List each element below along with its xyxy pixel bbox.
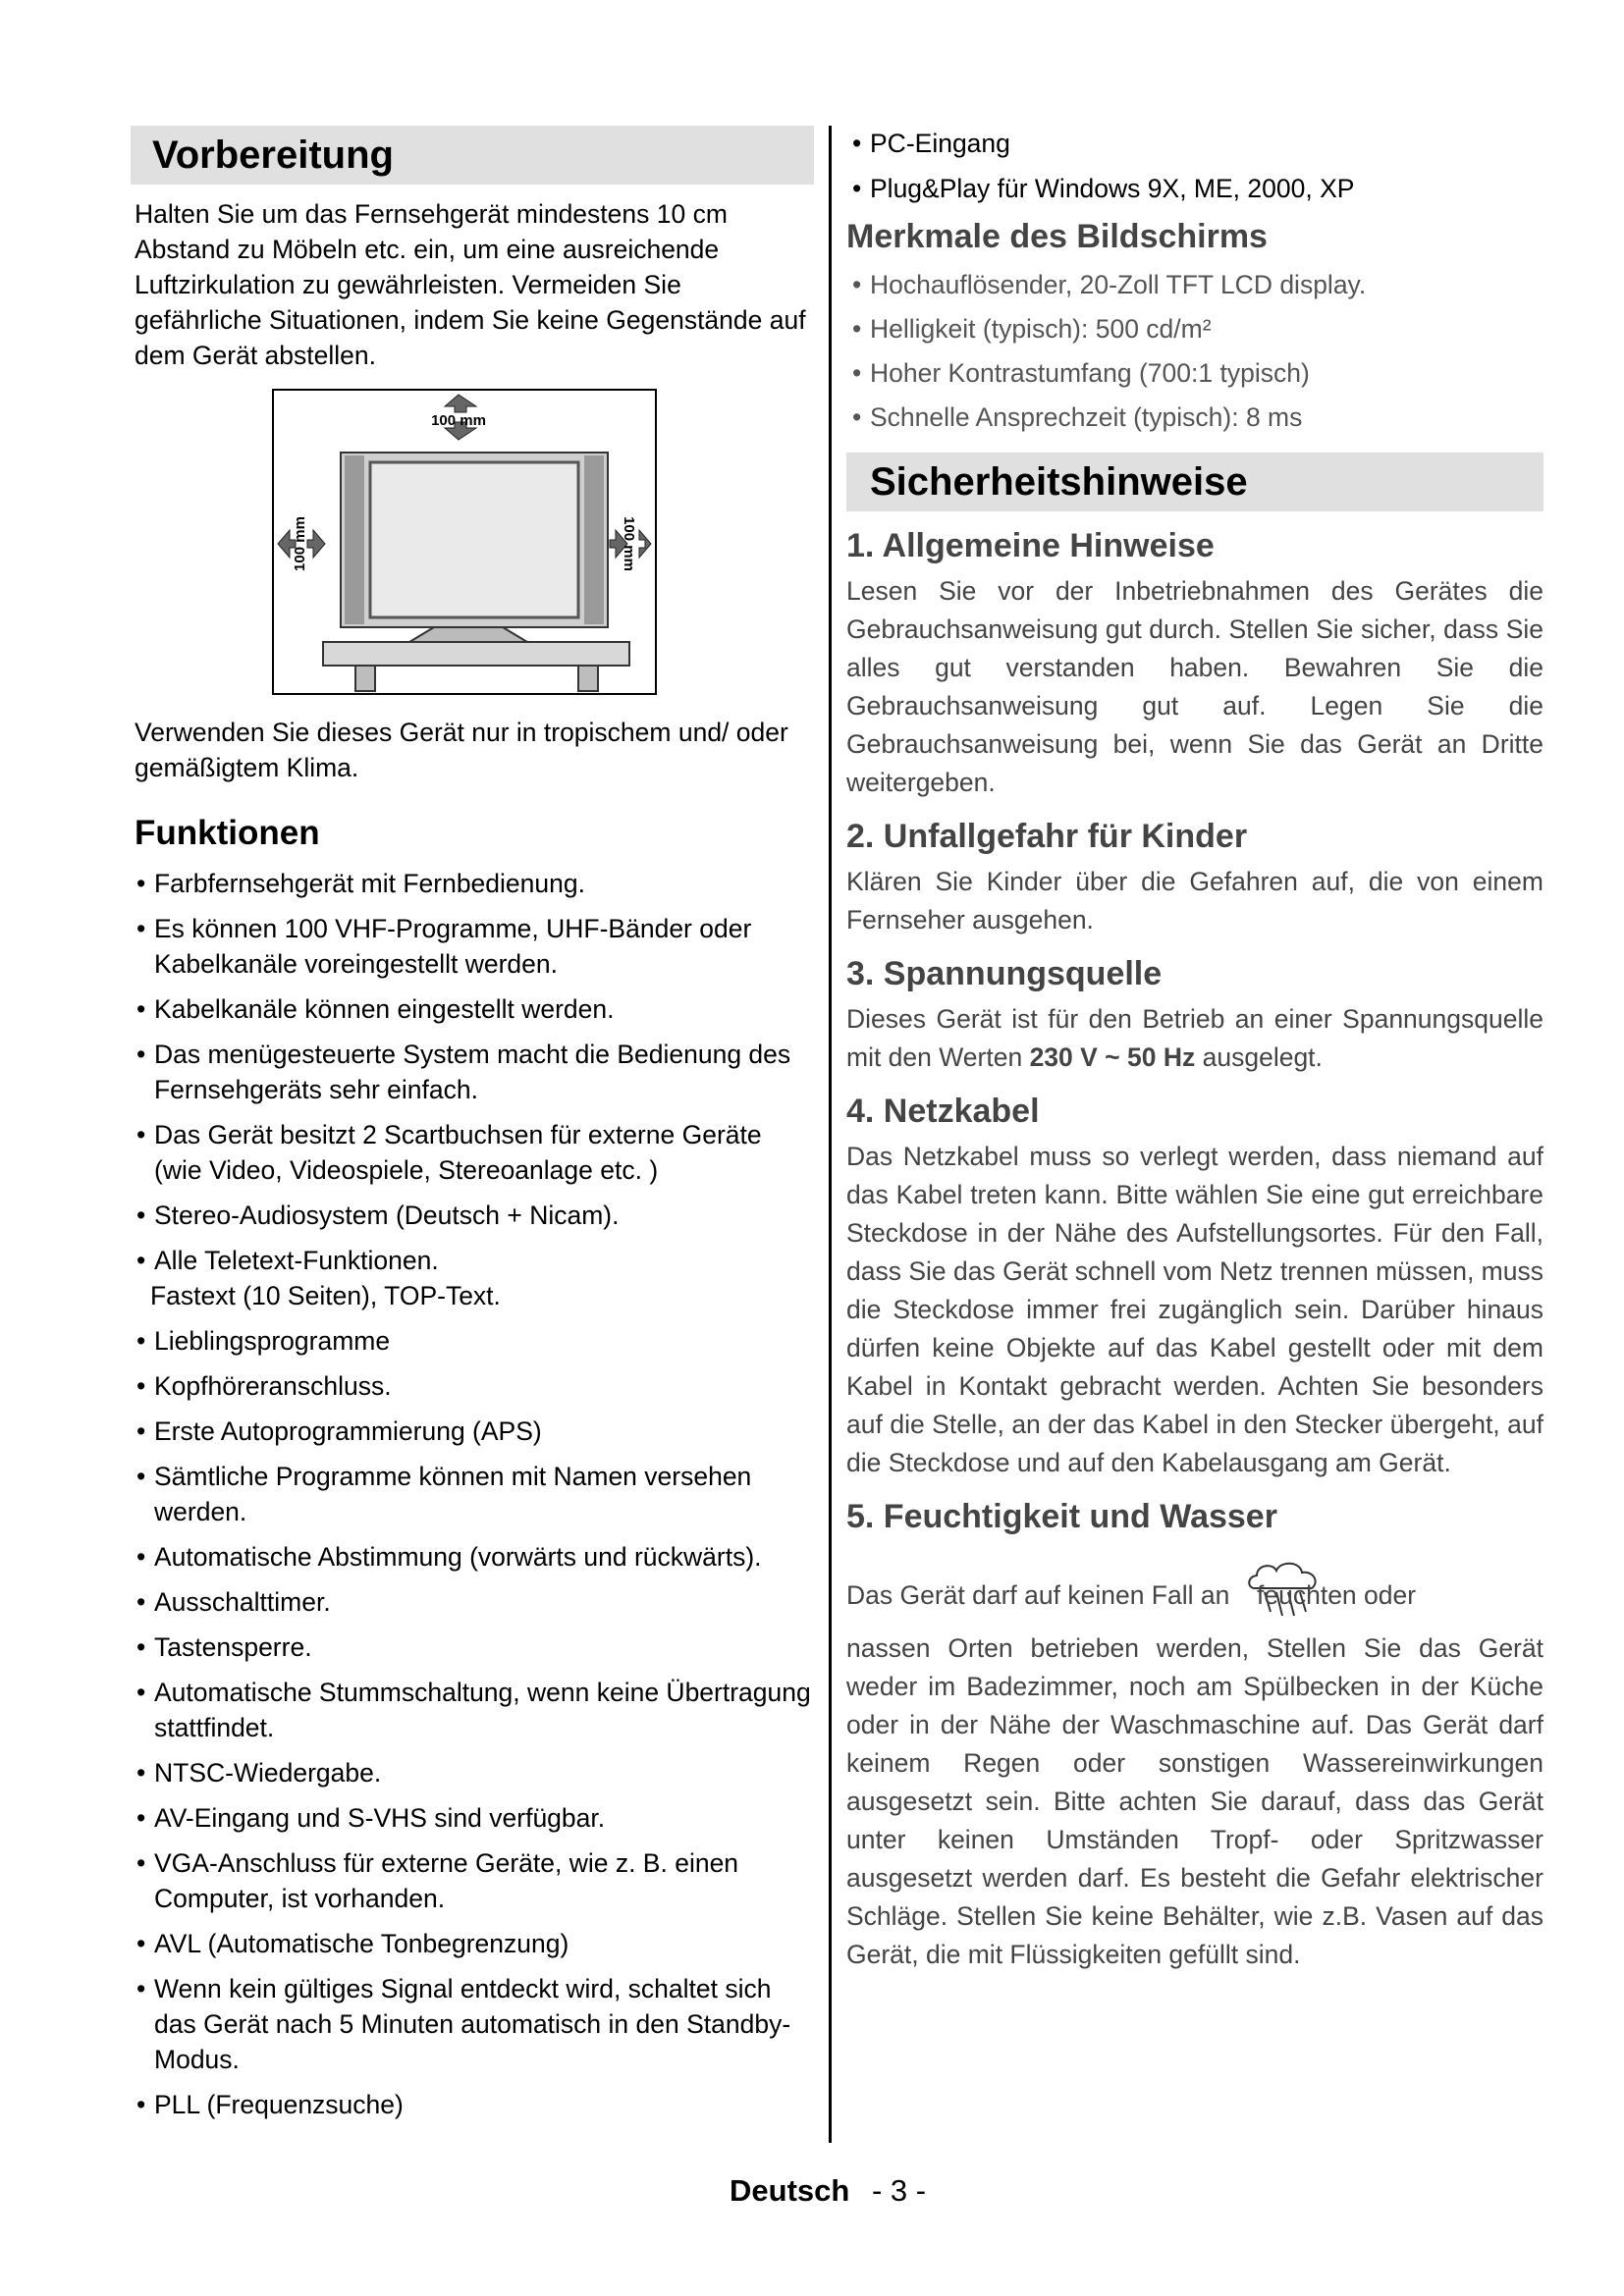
section-4-title: 4. Netzkabel	[846, 1093, 1040, 1130]
list-item: • Tastensperre.	[133, 1629, 814, 1665]
section-5-text: nassen Orten betrieben werden, Stellen Sie das Gerät weder im Badezimmer, noch am Spülbecken in der Küche oder in der Nähe der Waschmaschine auf. Das Gerät darf keinem Regen oder sonstigen Wassereinwirkungen ausgesetzt sein. Bitte achten Sie darauf, dass das Gerät unter keinen Umständen Tropf- oder Spritzwasser ausgesetzt werden darf. Es besteht die Gefahr elektrischer Schläge. Stellen Sie keine Behälter, wie z.B. Vasen auf das Gerät, die mit Flüssigkeiten gefüllt sind.	[846, 1633, 1543, 1969]
tv-clearance-figure	[131, 389, 814, 703]
list-item: • Helligkeit (typisch): 500 cd/m²	[848, 311, 1543, 347]
top-clearance-label: 100 mm	[431, 412, 486, 429]
merkmale-list	[846, 267, 1543, 435]
pc-features-list	[846, 126, 1543, 206]
list-item: • Farbfernsehgerät mit Fernbedienung.	[133, 866, 814, 901]
tv-clearance-diagram	[272, 389, 657, 695]
left-clearance-label: 100 mm	[292, 516, 308, 571]
list-item: • Hoher Kontrastumfang (700:1 typisch)	[848, 355, 1543, 391]
list-item: • Schnelle Ansprechzeit (typisch): 8 ms	[848, 400, 1543, 435]
right-column	[846, 126, 1543, 1974]
list-item: • Hochauflösender, 20-Zoll TFT LCD display.	[848, 267, 1543, 302]
list-item: • Kopfhöreranschluss.	[133, 1368, 814, 1404]
voltage-spec: 230 V ~ 50 Hz	[1029, 1042, 1196, 1072]
section-3-text: Dieses Gerät ist für den Betrieb an einer Spannungsquelle mit den Werten 230 V ~ 50 Hz ausgelegt.	[846, 1004, 1543, 1072]
column-divider	[829, 126, 832, 2143]
sicherheitshinweise-title: Sicherheitshinweise	[846, 453, 1543, 511]
vorbereitung-title: Vorbereitung	[131, 126, 814, 185]
list-item: • PC-Eingang	[848, 126, 1543, 161]
list-item: • Lieblingsprogramme	[133, 1323, 814, 1359]
section-5-title: 5. Feuchtigkeit und Wasser	[846, 1498, 1277, 1535]
list-item: • Stereo-Audiosystem (Deutsch + Nicam).	[133, 1198, 814, 1233]
list-item: • Das Gerät besitzt 2 Scartbuchsen für externe Geräte (wie Video, Videospiele, Stereoanlage etc. )	[133, 1117, 814, 1188]
list-item: • Automatische Stummschaltung, wenn keine Übertragung stattfindet.	[133, 1675, 814, 1745]
page-number: - 3 -	[871, 2173, 927, 2208]
section-2-title: 2. Unfallgefahr für Kinder	[846, 818, 1248, 855]
list-item: • Das menügesteuerte System macht die Bedienung des Fernsehgeräts sehr einfach.	[133, 1037, 814, 1107]
list-item: • VGA-Anschluss für externe Geräte, wie z. B. einen Computer, ist vorhanden.	[133, 1845, 814, 1916]
list-item: • Ausschalttimer.	[133, 1584, 814, 1620]
funktionen-list-continued	[131, 1323, 814, 2122]
section-2-text: Klären Sie Kinder über die Gefahren auf, die von einem Fernseher ausgehen.	[846, 867, 1543, 934]
section-5-first-line: Das Gerät darf auf keinen Fall an feuchten oder	[846, 1559, 1543, 1624]
list-item: • NTSC-Wiedergabe.	[133, 1755, 814, 1790]
section-4-text: Das Netzkabel muss so verlegt werden, dass niemand auf das Kabel treten kann. Bitte wählen Sie eine gut erreichbare Steckdose in der Nähe des Aufstellungsortes. Für den Fall, dass Sie das Gerät schnell vom Netz trennen müssen, muss die Steckdose immer frei zugänglich sein. Darüber hinaus dürfen keine Objekte auf das Kabel gestellt oder mit dem Kabel in Kontakt gebracht werden. Achten Sie besonders auf die Stelle, an der das Kabel in den Stecker übergeht, auf die Steckdose und auf den Kabelausgang am Gerät.	[846, 1142, 1543, 1477]
climate-paragraph: Verwenden Sie dieses Gerät nur in tropischem und/ oder gemäßigtem Klima.	[135, 718, 788, 782]
footer-language: Deutsch	[730, 2173, 850, 2208]
section-1-text: Lesen Sie vor der Inbetriebnahmen des Gerätes die Gebrauchsanweisung gut durch. Stellen Sie sicher, dass Sie alles gut verstanden haben. Bewahren Sie die Gebrauchsanweisung gut auf. Legen Sie die Gebrauchsanweisung bei, wenn Sie das Gerät an Dritte weitergeben.	[846, 576, 1543, 797]
intro-paragraph: Halten Sie um das Fernsehgerät mindestens 10 cm Abstand zu Möbeln etc. ein, um eine ausreichende Luftzirkulation zu gewährleisten. Vermeiden Sie gefährliche Situationen, indem Sie keine Gegenstände auf dem Gerät abstellen.	[135, 199, 806, 370]
list-item: • Automatische Abstimmung (vorwärts und rückwärts).	[133, 1539, 814, 1575]
left-column	[131, 126, 814, 2132]
funktionen-list	[131, 866, 814, 1278]
list-item: • AVL (Automatische Tonbegrenzung)	[133, 1926, 814, 1961]
merkmale-title: Merkmale des Bildschirms	[846, 218, 1268, 255]
list-item: • Plug&Play für Windows 9X, ME, 2000, XP	[848, 171, 1543, 206]
list-item: • Wenn kein gültiges Signal entdeckt wird, schaltet sich das Gerät nach 5 Minuten automatisch in den Standby-Modus.	[133, 1971, 814, 2077]
right-clearance-label: 100 mm	[621, 516, 637, 571]
teletext-subtext: Fastext (10 Seiten), TOP-Text.	[150, 1281, 501, 1310]
list-item: • Es können 100 VHF-Programme, UHF-Bänder oder Kabelkanäle voreingestellt werden.	[133, 911, 814, 982]
list-item: • Sämtliche Programme können mit Namen versehen werden.	[133, 1459, 814, 1529]
list-item: • PLL (Frequenzsuche)	[133, 2087, 814, 2122]
list-item: • Kabelkanäle können eingestellt werden.	[133, 991, 814, 1027]
funktionen-title: Funktionen	[135, 814, 320, 852]
section-1-title: 1. Allgemeine Hinweise	[846, 527, 1215, 564]
section-3-title: 3. Spannungsquelle	[846, 955, 1163, 992]
list-item: • AV-Eingang und S-VHS sind verfügbar.	[133, 1800, 814, 1836]
list-item: • Alle Teletext-Funktionen.	[133, 1243, 814, 1278]
page-footer	[730, 2173, 926, 2209]
list-item: • Erste Autoprogrammierung (APS)	[133, 1414, 814, 1449]
